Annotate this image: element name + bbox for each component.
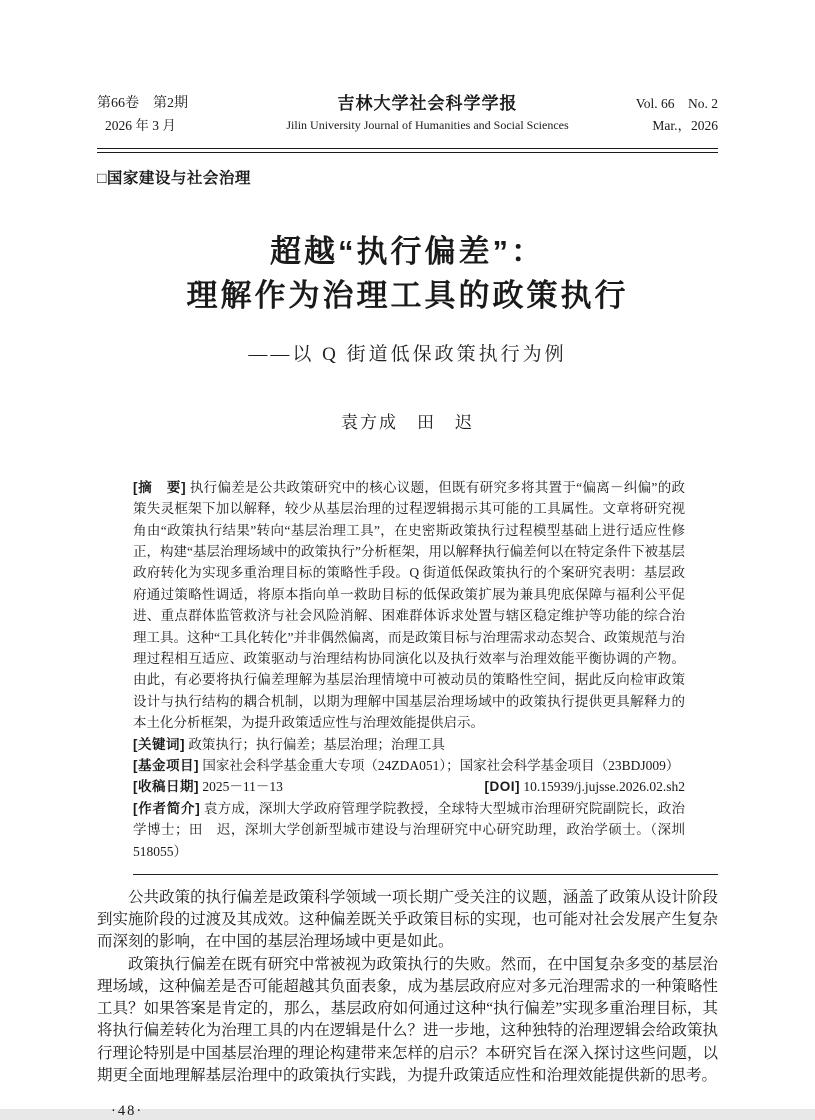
doi-label: [DOI] xyxy=(484,779,520,795)
header-divider xyxy=(97,148,718,153)
body-paragraph-2: 政策执行偏差在既有研究中常被视为政策执行的失败。然而，在中国复杂多变的基层治理场域，这种偏差是否可能超越其负面表象，成为基层政府应对多元治理需求的一种策略性工具？如果答案是肯定的，那么，基层政府如何通过这种“执行偏差”实现多重治理目标，其将执行偏差转化为治理工具的内在逻辑是什么？进一步地，这种独特的治理逻辑会给政策执行理论特别是中国基层治理的理论构建带来怎样的启示？本研究旨在深入探讨这些问题，以期更全面地理解基层治理中的政策执行实践，为提升政策适应性和治理效能提供新的思考。 xyxy=(97,955,718,1084)
journal-title-block xyxy=(257,93,598,135)
body-paragraph-1: 公共政策的执行偏差是政策科学领域一项长期广受关注的议题，涵盖了政策从设计阶段到实施阶段的过渡及其成效。这种偏差既关乎政策目标的实现，也可能对社会发展产生复杂而深刻的影响，在中国的基层治理场域中更是如此。 xyxy=(97,889,718,951)
author-bio-label: [作者简介] xyxy=(133,800,201,816)
volume-issue-en-block xyxy=(598,93,718,137)
keywords-label: [关键词] xyxy=(133,736,185,752)
journal-title-cn: 吉林大学社会科学学报 xyxy=(337,94,518,113)
abstract xyxy=(133,477,685,734)
author-bio xyxy=(133,798,699,862)
volume-issue-block xyxy=(97,93,257,137)
article-title-line1: 超越“执行偏差”： xyxy=(270,234,545,269)
journal-title-en: Jilin University Journal of Humanities and Social Sciences xyxy=(286,118,569,132)
journal-header xyxy=(97,93,718,137)
keywords xyxy=(133,734,685,755)
received-date xyxy=(133,776,283,797)
keywords-text: 政策执行；执行偏差；基层治理；治理工具 xyxy=(188,736,445,752)
article-title xyxy=(97,230,718,318)
open-square-icon: □ xyxy=(97,170,107,187)
article-meta-block xyxy=(133,477,699,862)
fund-text: 国家社会科学基金重大专项（24ZDA051）；国家社会科学基金项目（23BDJ009） xyxy=(202,758,680,774)
volume-issue-cn: 第66卷 第2期 xyxy=(97,96,188,111)
received-doi-row xyxy=(133,776,685,797)
fund-project xyxy=(133,755,685,776)
article-title-line2: 理解作为治理工具的政策执行 xyxy=(186,278,629,313)
author-bio-text: 袁方成，深圳大学政府管理学院教授，全球特大型城市治理研究院副院长，政治学博士；田 迟，深圳大学创新型城市建设与治理研究中心研究助理，政治学硕士。（深圳 518055） xyxy=(133,800,699,859)
abstract-label: [摘 要] xyxy=(133,479,187,495)
meta-divider xyxy=(133,874,718,875)
author-names: 袁方成 田 迟 xyxy=(341,412,474,432)
section-label xyxy=(97,166,718,188)
volume-issue-en: Vol. 66 No. 2 xyxy=(635,96,718,111)
fund-label: [基金项目] xyxy=(133,758,199,774)
article-subtitle: ——以 Q 街道低保政策执行为例 xyxy=(248,343,567,365)
date-en: Mar.，2026 xyxy=(652,118,718,133)
received-text: 2025－11－13 xyxy=(202,779,283,795)
date-cn: 2026 年 3 月 xyxy=(105,118,176,133)
doi-text: 10.15939/j.jujsse.2026.02.sh2 xyxy=(523,779,685,795)
abstract-text: 执行偏差是公共政策研究中的核心议题，但既有研究多将其置于“偏离－纠偏”的政策失灵框架下加以解释，较少从基层治理的过程逻辑揭示其可能的工具属性。文章将研究视角由“政策执行结果”转向“基层治理工具”，在史密斯政策执行过程模型基础上进行适应性修正，构建“基层治理场域中的政策执行”分析框架，用以解释执行偏差何以在特定条件下被基层政府转化为实现多重治理目标的策略性手段。Q 街道低保政策执行的个案研究表明：基层政府通过策略性调适，将原本指向单一救助目标的低保政策扩展为兼具兜底保障与福利公平促进、重点群体监管救济与社会风险消解、困难群体诉求处置与辖区稳定维护等功能的综合治理工具。这种“工具化转化”并非偶然偏离，而是政策目标与治理需求动态契合、政策规范与治理过程相互适应、政策驱动与治理结构协同演化以及执行效率与治理效能平衡协调的产物。由此，有必要将执行偏差理解为基层治理情境中可被动员的策略性空间，据此反向检审政策设计与执行结构的耦合机制，以期为理解中国基层治理场域中的政策执行提供更具解释力的本土化分析框架，为提升政策适应性与治理效能提供启示。 xyxy=(133,479,686,731)
received-label: [收稿日期] xyxy=(133,779,199,795)
page-number: ·48· xyxy=(111,1102,144,1119)
section-label-text: 国家建设与社会治理 xyxy=(106,170,251,187)
doi xyxy=(484,776,685,797)
article-body xyxy=(97,887,718,1087)
